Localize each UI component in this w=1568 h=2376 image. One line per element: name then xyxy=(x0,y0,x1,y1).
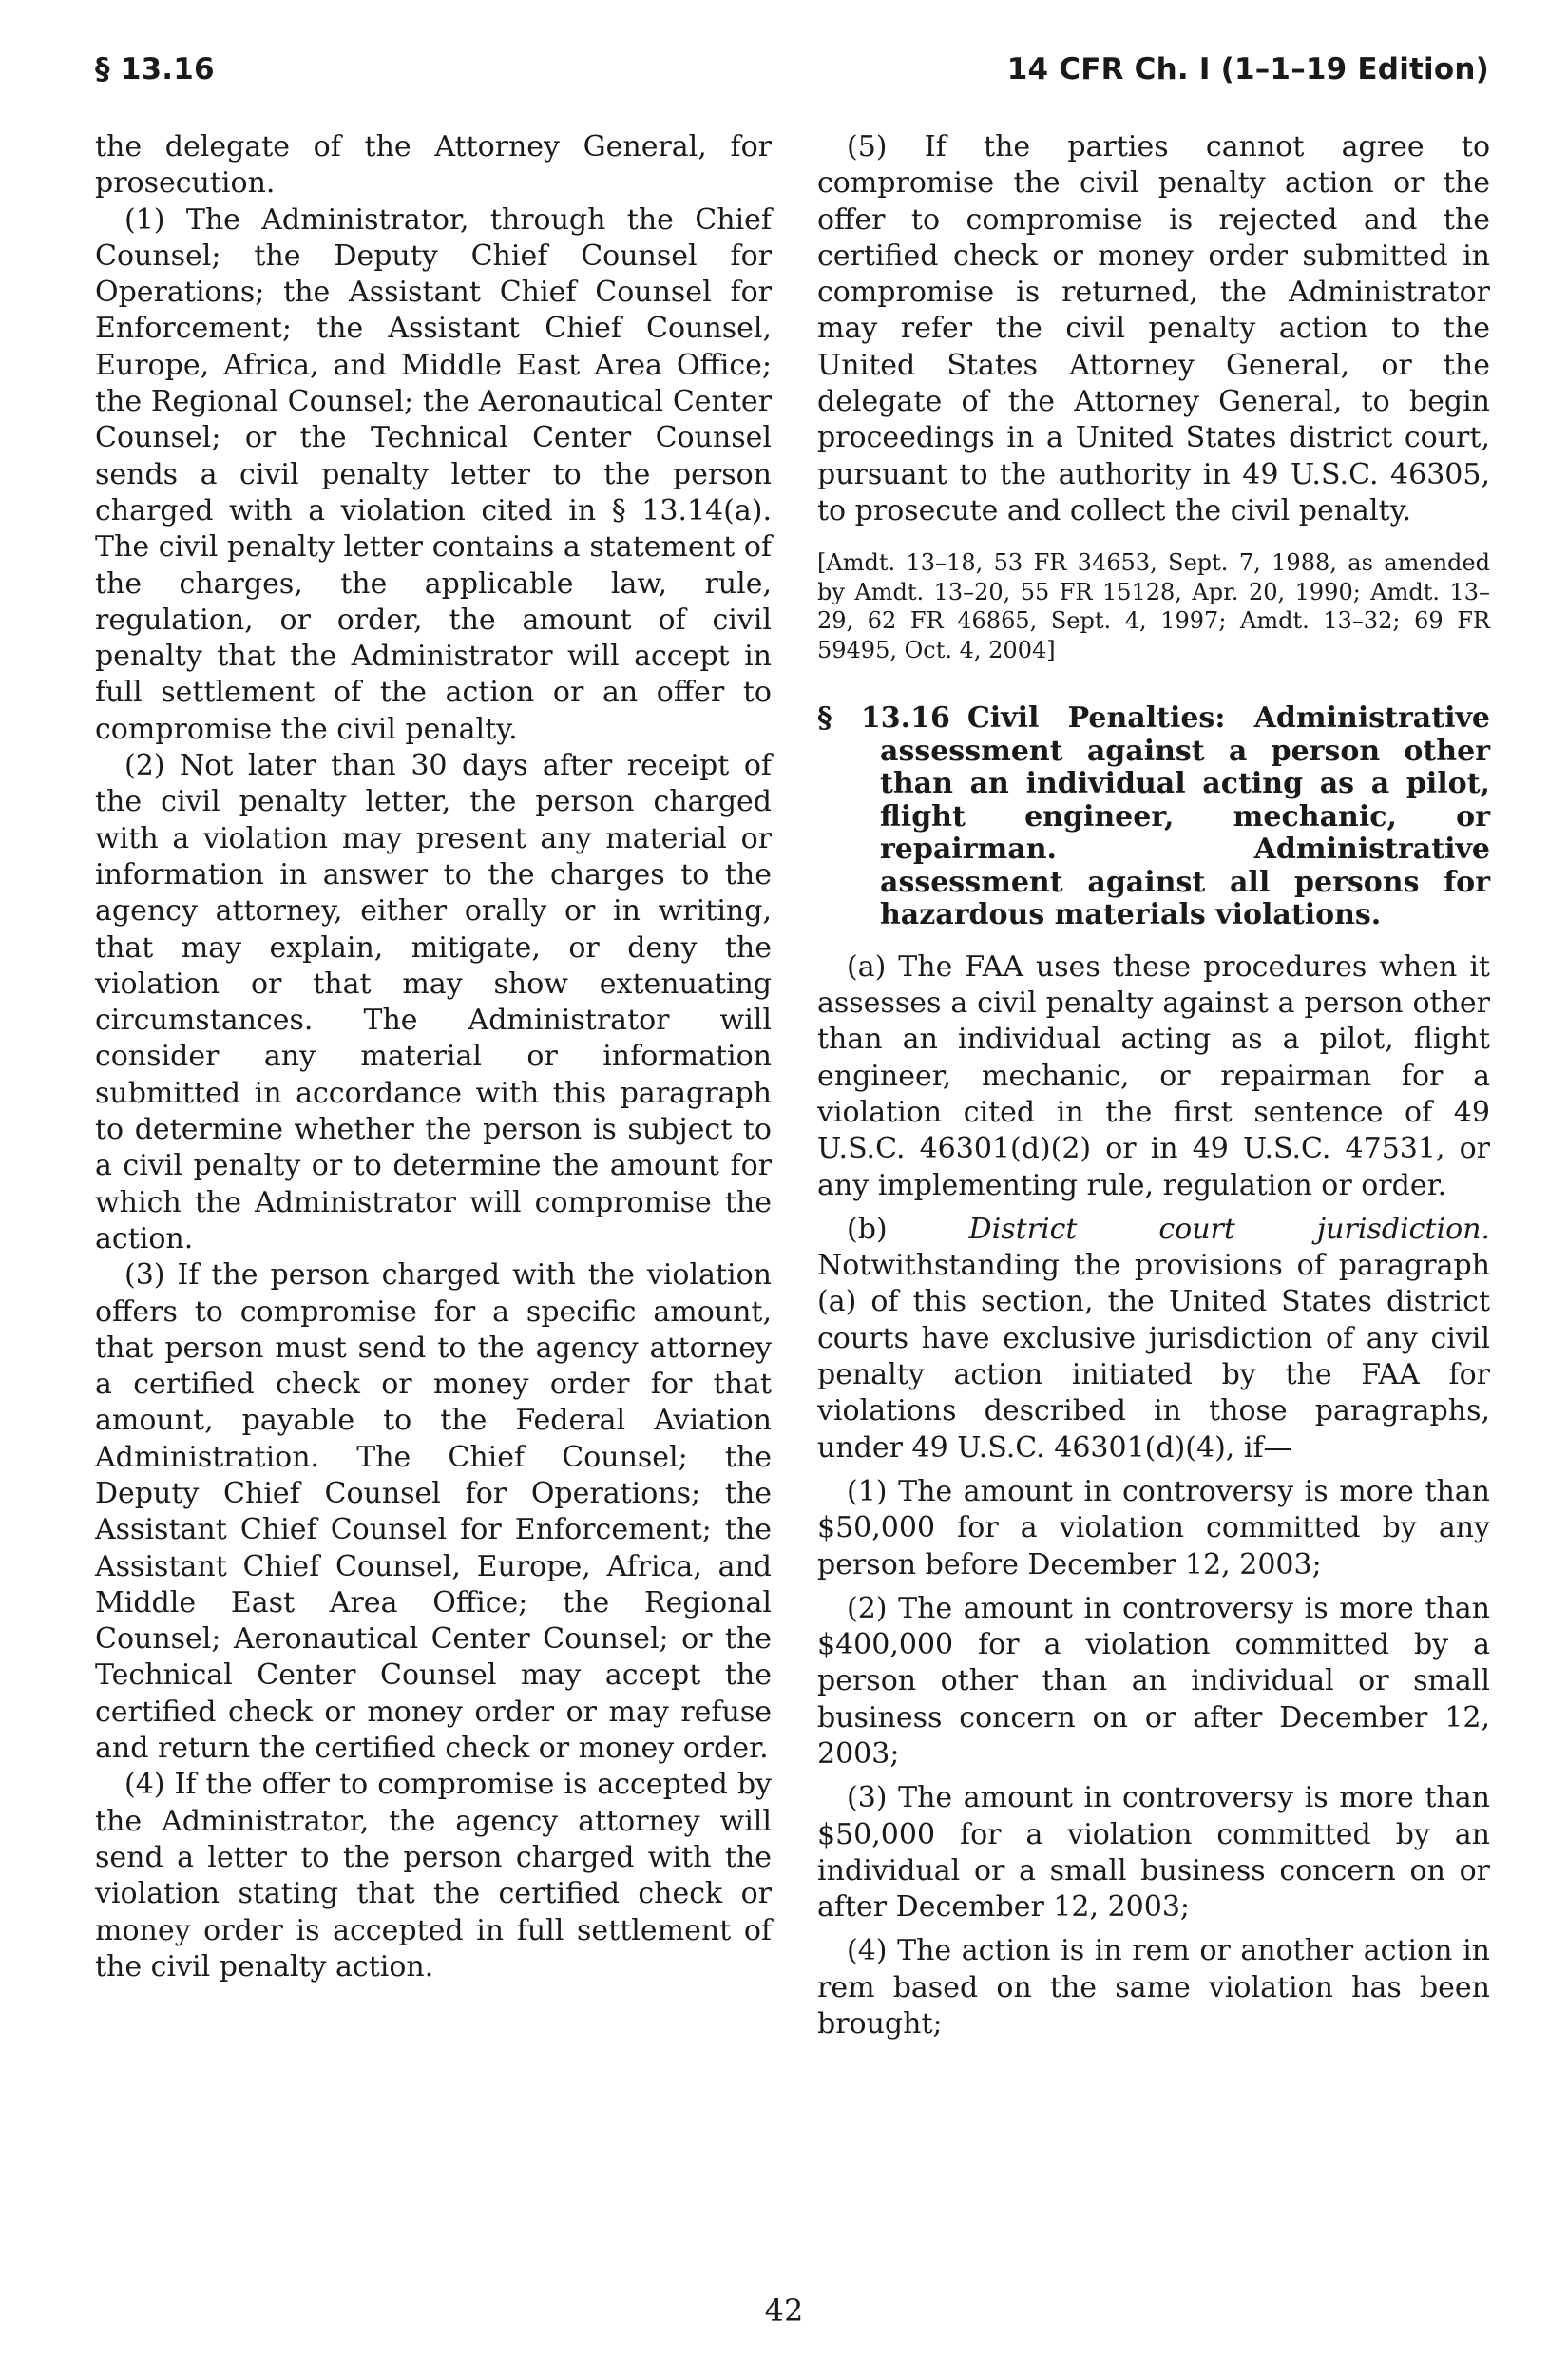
paragraph-b-label: (b) xyxy=(847,1212,888,1246)
paragraph-4: (4) If the offer to compromise is accepted by the Administrator, the agency attorney will send a letter to the person charged with the violation stating that the certified check or money order is accepted in full settlement of the civil penalty action. xyxy=(95,1768,772,1983)
amendment-citation: [Amdt. 13–18, 53 FR 34653, Sept. 7, 1988, as amended by Amdt. 13–20, 55 FR 15128, Apr. 20, 1990; Amdt. 13–29, 62 FR 46865, Sept. 4, 1997; Amdt. 13–32; 69 FR 59495, Oct. 4, 2004] xyxy=(817,549,1490,663)
paragraph-5: (5) If the parties cannot agree to compromise the civil penalty action or the offer to compromise is rejected and the certified check or money order submitted in compromise is returned, the Administrator may refer the civil penalty action to the United States Attorney General, or the delegate of the Attorney General, to begin proceedings in a United States district court, pursuant to the authority in 49 U.S.C. 46305, to prosecute and collect the civil penalty. xyxy=(817,130,1490,527)
running-head xyxy=(95,52,1489,98)
paragraph-b-text: Notwithstanding the provisions of paragraph (a) of this section, the United States district courts have exclusive jurisdiction of any civil penalty action initiated by the FAA for violations described in those paragraphs, under 49 U.S.C. 46301(d)(4), if— xyxy=(817,1249,1490,1465)
paragraph-b4: (4) The action is in rem or another action in rem based on the same violation has been brought; xyxy=(817,1934,1490,2041)
paragraph-b3: (3) The amount in controversy is more than $50,000 for a violation committed by an individual or a small business concern on or after December 12, 2003; xyxy=(817,1781,1490,1925)
paragraph-continuation: the delegate of the Attorney General, for prosecution. xyxy=(95,130,772,201)
section-number: § 13.16 xyxy=(817,701,950,736)
right-column xyxy=(817,129,1490,2042)
left-column xyxy=(95,129,772,1985)
paragraph-a: (a) The FAA uses these procedures when it assesses a civil penalty against a person other than an individual acting as a pilot, flight engineer, mechanic, or repairman for a violation cited in the first sentence of 49 U.S.C. 46301(d)(2) or in 49 U.S.C. 47531, or any implementing rule, regulation or order. xyxy=(817,949,1490,1202)
paragraph-b xyxy=(817,1212,1490,1466)
paragraph-b2: (2) The amount in controversy is more than $400,000 for a violation committed by a person other than an individual or small business concern on or after December 12, 2003; xyxy=(817,1591,1490,1771)
paragraph-b1: (1) The amount in controversy is more than $50,000 for a violation committed by any person before December 12, 2003; xyxy=(817,1474,1490,1581)
section-reference: § 13.16 xyxy=(95,52,215,86)
section-heading xyxy=(817,702,1490,932)
paragraph-1: (1) The Administrator, through the Chief Counsel; the Deputy Chief Counsel for Operations; the Assistant Chief Counsel for Enforcement; the Assistant Chief Counsel, Europe, Africa, and Middle East Area Office; the Regional Counsel; the Aeronautical Center Counsel; or the Technical Center Counsel sends a civil penalty letter to the person charged with a violation cited in § 13.14(a). The civil penalty letter contains a statement of the charges, the applicable law, rule, regulation, or order, the amount of civil penalty that the Administrator will accept in full settlement of the action or an offer to compromise the civil penalty. xyxy=(95,202,772,746)
page-number: 42 xyxy=(764,2292,804,2328)
paragraph-3: (3) If the person charged with the violation offers to compromise for a specific amount, that person must send to the agency attorney a certified check or money order for that amount, payable to the Federal Aviation Administration. The Chief Counsel; the Deputy Chief Counsel for Operations; the Assistant Chief Counsel for Enforcement; the Assistant Chief Counsel, Europe, Africa, and Middle East Area Office; the Regional Counsel; Aeronautical Center Counsel; or the Technical Center Counsel may accept the certified check or money order or may refuse and return the certified check or money order. xyxy=(95,1258,772,1766)
paragraph-2: (2) Not later than 30 days after receipt of the civil penalty letter, the person charged with a violation may present any material or information in answer to the charges to the agency attorney, either orally or in writing, that may explain, mitigate, or deny the violation or that may show extenuating circumstances. The Administrator will consider any material or information submitted in accordance with this paragraph to determine whether the person is subject to a civil penalty or to determine the amount for which the Administrator will compromise the action. xyxy=(95,749,772,1255)
publication-edition: 14 CFR Ch. I (1–1–19 Edition) xyxy=(1006,52,1489,86)
section-title: Civil Penalties: Administrative assessment against a person other than an individual acting as a pilot, flight engineer, mechanic, or repairman. Administrative assessment against all persons for hazardous materials violations. xyxy=(880,701,1491,932)
paragraph-b-title: District court jurisdiction. xyxy=(968,1212,1490,1246)
